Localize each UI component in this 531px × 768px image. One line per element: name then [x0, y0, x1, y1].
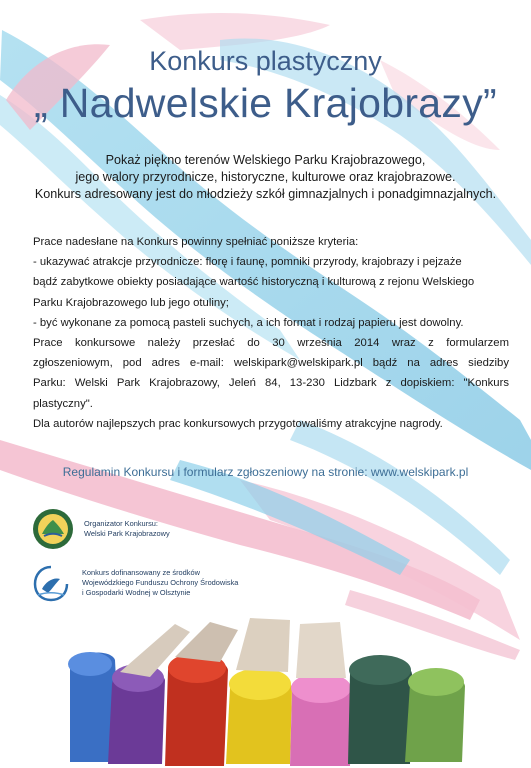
- criteria-line: bądź zabytkowe obiekty posiadające wartość historyczną i kulturową z rejonu Welskiego: [33, 276, 475, 289]
- criteria-line: Parku: Welski Park Krajobrazowy, Jeleń 84, 13-230 Lidzbark z dopiskiem: "Konkurs: [33, 377, 509, 390]
- park-logo-icon: [32, 508, 74, 550]
- criteria-line: plastyczny".: [33, 397, 93, 410]
- funding-line: Wojewódzkiego Funduszu Ochrony Środowiska: [82, 578, 239, 587]
- criteria-line: zgłoszeniowym, pod adres e-mail: welskipark@welskipark.pl bądź na adres siedziby: [33, 357, 509, 370]
- intro-line: Pokaż piękno terenów Welskiego Parku Krajobrazowego,: [105, 153, 426, 167]
- chalk-dark-green: [348, 655, 412, 764]
- organizer-label: Organizator Konkursu:: [84, 519, 158, 528]
- funding-block: [32, 563, 238, 603]
- funding-line: Konkurs dofinansowany ze środków: [82, 568, 200, 577]
- chalk-pink: [290, 622, 352, 766]
- organizer-name: Welski Park Krajobrazowy: [84, 529, 170, 538]
- wfosigw-logo-icon: [32, 563, 70, 603]
- criteria-line: - ukazywać atrakcje przyrodnicze: florę i faunę, pomniki przyrody, krajobrazy i pejzaże: [33, 256, 462, 269]
- regulamin-link[interactable]: Regulamin Konkursu i formularz zgłoszeniowy na stronie: www.welskipark.pl: [62, 465, 469, 479]
- chalk-light-green: [405, 668, 465, 762]
- intro-line: jego walory przyrodnicze, historyczne, kulturowe oraz krajobrazowe.: [75, 170, 456, 184]
- criteria-line: Dla autorów najlepszych prac konkursowych przygotowaliśmy atrakcyjne nagrody.: [33, 417, 443, 430]
- criteria-text: [33, 232, 509, 434]
- intro-text: [10, 152, 521, 203]
- criteria-line: Prace nadesłane na Konkurs powinny spełniać poniższe kryteria:: [33, 236, 359, 248]
- organizer-block: [32, 508, 170, 550]
- poster-title: „ Nadwelskie Krajobrazy”: [34, 80, 497, 126]
- pastel-chalks-image: [0, 612, 531, 768]
- criteria-line: - być wykonane za pomocą pasteli suchych, a ich format i rodzaj papieru jest dowolny.: [33, 316, 464, 329]
- criteria-line: Parku Krajobrazowego lub jego otuliny;: [33, 296, 229, 309]
- chalk-yellow: [226, 618, 292, 764]
- criteria-line: Prace konkursowe należy przesłać do 30 września 2014 wraz z formularzem: [33, 337, 509, 350]
- organizer-text: [84, 519, 170, 539]
- intro-line: Konkurs adresowany jest do młodzieży szkół gimnazjalnych i ponadgimnazjalnych.: [34, 187, 497, 201]
- funding-text: [82, 568, 238, 598]
- poster-subtitle: Konkurs plastyczny: [149, 46, 382, 76]
- funding-line: i Gospodarki Wodnej w Olsztynie: [82, 588, 191, 597]
